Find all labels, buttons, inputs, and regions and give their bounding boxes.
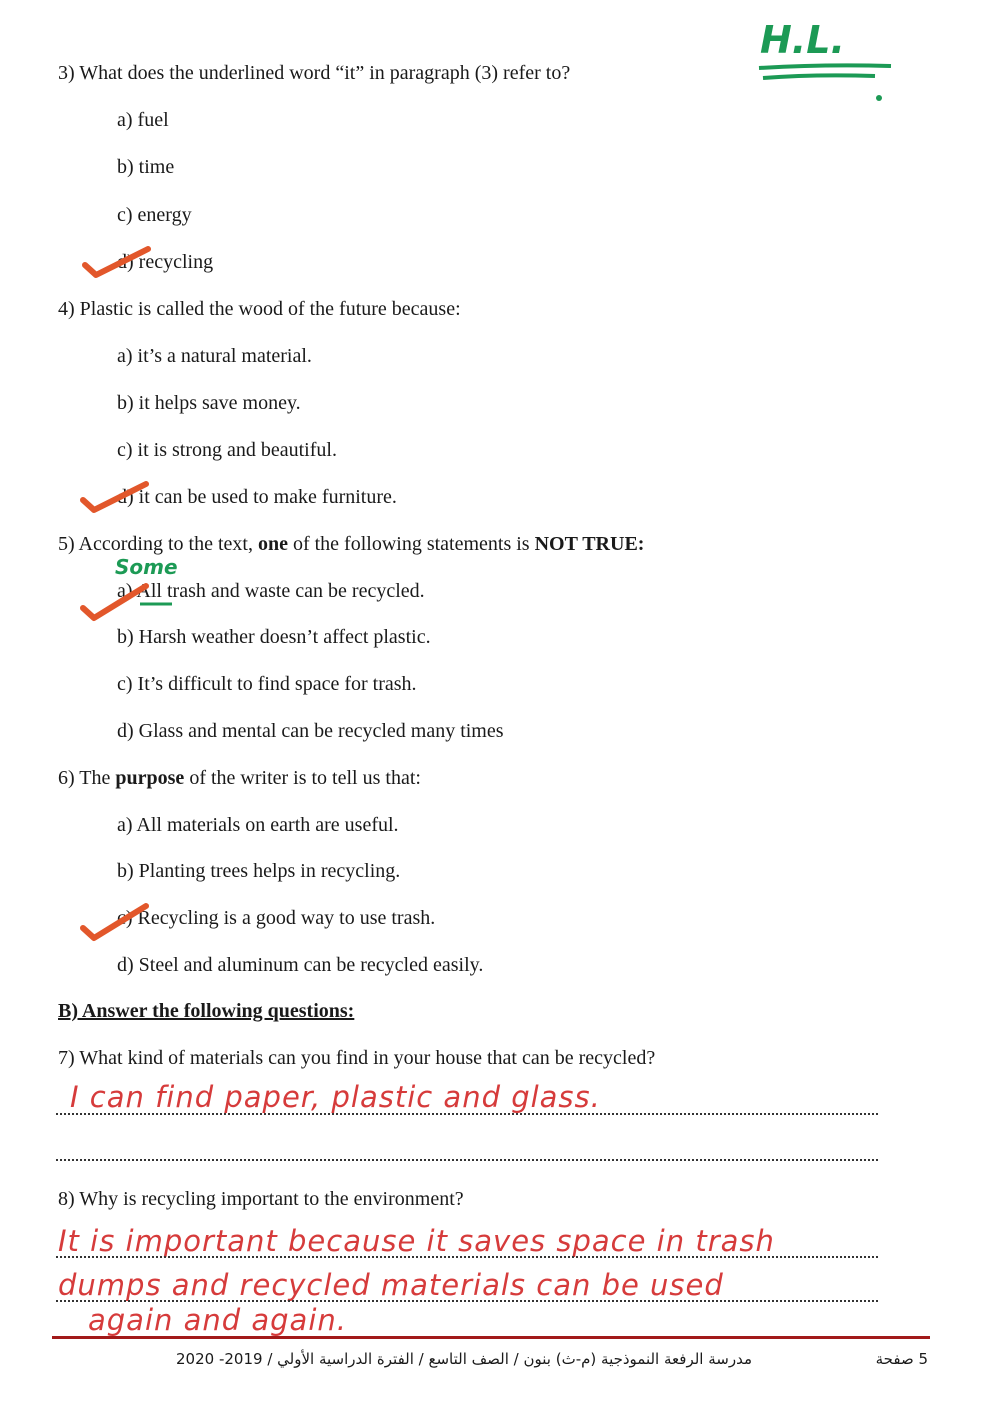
q8-answer-line-2: dumps and recycled materials can be used	[58, 1268, 724, 1302]
answer-line	[56, 1113, 878, 1115]
q6-option-b: b) Planting trees helps in recycling.	[117, 860, 401, 882]
question-6	[58, 767, 421, 790]
q5-stem-bold-one: one	[257, 533, 288, 555]
checkmark-icon	[82, 243, 152, 279]
q5-option-b: b) Harsh weather doesn’t affect plastic.	[117, 626, 431, 648]
q3-option-a: a) fuel	[117, 109, 169, 131]
footer-school-info: مدرسة الرفعة النموذجية (م-ث) بنون / الصف التاسع / الفترة الدراسية الأولي / 2019- 2020	[176, 1350, 752, 1368]
q5-option-c: c) It’s difficult to find space for trash.	[117, 673, 417, 695]
question-7: 7) What kind of materials can you find in your house that can be recycled?	[58, 1047, 656, 1069]
q3-option-b: b) time	[117, 156, 175, 178]
q5-stem-part: of the following statements is	[287, 533, 535, 555]
q4-option-c: c) it is strong and beautiful.	[117, 439, 337, 461]
teacher-initials: H.L.	[760, 18, 845, 62]
answer-line	[56, 1256, 878, 1258]
q8-answer-line-1: It is important because it saves space in trash	[58, 1224, 775, 1258]
question-4: 4) Plastic is called the wood of the future because:	[58, 298, 461, 320]
q8-answer-line-3: again and again.	[88, 1303, 347, 1337]
q6-option-c: c) Recycling is a good way to use trash.	[117, 907, 436, 929]
q5-option-a: a) All trash and waste can be recycled.	[117, 580, 425, 602]
answer-line	[56, 1300, 878, 1302]
q6-stem-part: of the writer is to tell us that:	[184, 767, 421, 789]
q4-option-b: b) it helps save money.	[117, 392, 301, 414]
q6-option-a: a) All materials on earth are useful.	[117, 814, 399, 836]
teacher-correction: Some	[115, 555, 178, 579]
q5-stem-bold-not-true: NOT TRUE:	[534, 533, 645, 555]
q7-answer-handwriting: I can find paper, plastic and glass.	[70, 1080, 601, 1114]
q5-stem-part: 5) According to the text,	[58, 533, 258, 555]
footer-rule	[52, 1336, 930, 1339]
footer-page-number: 5 صفحة	[875, 1350, 928, 1368]
q6-option-d: d) Steel and aluminum can be recycled easily.	[117, 954, 484, 976]
question-5	[58, 533, 644, 556]
checkmark-icon	[80, 898, 150, 944]
question-8: 8) Why is recycling important to the environment?	[58, 1188, 464, 1210]
question-3: 3) What does the underlined word “it” in paragraph (3) refer to?	[58, 62, 571, 84]
q4-option-d: d) it can be used to make furniture.	[117, 486, 397, 508]
section-b-title: B) Answer the following questions:	[58, 1000, 355, 1022]
q4-option-a: a) it’s a natural material.	[117, 345, 312, 367]
teacher-initials-underline	[755, 60, 895, 105]
q3-option-d: d) recycling	[117, 251, 214, 273]
checkmark-icon	[80, 578, 150, 624]
checkmark-icon	[80, 478, 150, 514]
q5-option-d: d) Glass and mental can be recycled many times	[117, 720, 504, 742]
answer-line	[56, 1159, 878, 1161]
q3-option-c: c) energy	[117, 204, 192, 226]
q6-stem-part: 6) The	[58, 767, 116, 789]
q6-stem-bold-purpose: purpose	[115, 767, 185, 789]
